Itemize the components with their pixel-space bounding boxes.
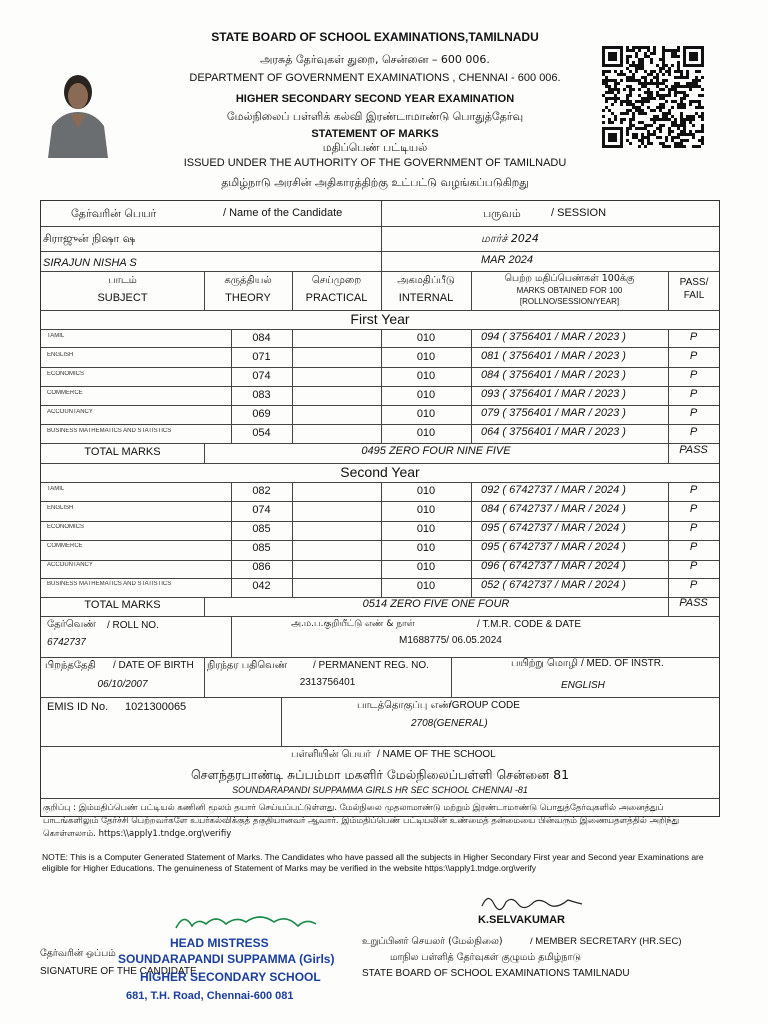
roll-number: 6742737	[47, 637, 86, 648]
internal-mark: 010	[416, 485, 436, 497]
theory-mark: 074	[252, 504, 271, 516]
pass-fail: P	[689, 426, 698, 438]
marks-obtained: 084 ( 6742737 / MAR / 2024 )	[481, 503, 626, 515]
theory-mark: 071	[252, 351, 271, 363]
marks-obtained: 095 ( 6742737 / MAR / 2024 )	[481, 522, 626, 534]
col-practical: PRACTICAL	[305, 292, 368, 304]
internal-mark: 010	[416, 389, 436, 401]
theory-mark: 042	[252, 580, 271, 592]
col-internal: INTERNAL	[398, 292, 454, 304]
marks-obtained: 079 ( 3756401 / MAR / 2023 )	[481, 407, 626, 419]
col-subject: SUBJECT	[97, 292, 148, 304]
session-label-tamil: பருவம்	[483, 207, 521, 220]
candidate-signature-label: SIGNATURE OF THE CANDIDATE	[40, 966, 197, 977]
candidate-label: / Name of the Candidate	[223, 207, 343, 219]
subject-name: BUSINESS MATHEMATICS AND STATISTICS	[47, 428, 172, 434]
board-title: STATE BOARD OF SCHOOL EXAMINATIONS,TAMILNADU	[211, 30, 539, 44]
pass-fail: P	[689, 350, 698, 362]
marks-table	[40, 200, 720, 839]
perm-label: / PERMANENT REG. NO.	[313, 660, 429, 671]
candidate-photo	[42, 66, 114, 158]
group-label-tamil: பாடத்தொகுப்பு எண்	[357, 700, 452, 711]
theory-mark: 084	[252, 332, 271, 344]
medium-label-tamil: பயிற்று மொழி	[511, 658, 578, 669]
school-name-tamil: சௌந்தரபாண்டி சுப்பம்மா மகளிர் மேல்நிலைப்பள்ளி சென்னை 81	[190, 767, 570, 782]
theory-mark: 086	[252, 561, 271, 573]
theory-mark: 085	[252, 542, 271, 554]
pass-fail: P	[689, 579, 698, 591]
internal-mark: 010	[416, 561, 436, 573]
subject-name: ECONOMICS	[47, 371, 85, 377]
internal-mark: 010	[416, 542, 436, 554]
board-name: STATE BOARD OF SCHOOL EXAMINATIONS TAMILNADU	[362, 968, 630, 979]
roll-label-tamil: தேர்வெண்	[47, 619, 96, 630]
marks-obtained: 096 ( 6742737 / MAR / 2024 )	[481, 560, 626, 572]
theory-mark: 054	[252, 427, 271, 439]
pass-fail: P	[689, 484, 698, 496]
stamp-line-2: SOUNDARAPANDI SUPPAMMA (Girls)	[118, 952, 335, 966]
roll-label: / ROLL NO.	[107, 620, 159, 631]
col-practical-tamil: செய்முறை	[311, 275, 362, 286]
first-year-total-label: TOTAL MARKS	[84, 446, 161, 458]
theory-mark: 082	[252, 485, 271, 497]
pass-fail: P	[689, 369, 698, 381]
group-label: /GROUP CODE	[449, 700, 520, 711]
tmr-label: / T.M.R. CODE & DATE	[477, 619, 582, 630]
first-year-title: First Year	[350, 311, 410, 327]
department-title-tamil: அரசுத் தேர்வுகள் துறை, சென்னை – 600 006.	[260, 53, 490, 66]
col-theory: THEORY	[225, 292, 271, 304]
qr-code	[602, 46, 704, 148]
internal-mark: 010	[416, 427, 436, 439]
exam-title: HIGHER SECONDARY SECOND YEAR EXAMINATION	[235, 93, 515, 105]
pass-fail: P	[689, 522, 698, 534]
school-label-tamil: பள்ளியின் பெயர்	[291, 749, 371, 760]
board-name-tamil: மாநில பள்ளித் தேர்வுகள் குழுமம் தமிழ்நாடு	[390, 952, 581, 963]
marks-obtained: 092 ( 6742737 / MAR / 2024 )	[481, 484, 626, 496]
col-theory-tamil: கருத்தியல்	[224, 275, 272, 286]
stamp-line-1: HEAD MISTRESS	[170, 936, 269, 950]
col-marks: MARKS OBTAINED FOR 100	[516, 286, 623, 295]
emis-label: EMIS ID No.	[47, 701, 109, 713]
subject-name: ENGLISH	[47, 352, 74, 358]
marks-obtained: 081 ( 3756401 / MAR / 2023 )	[481, 350, 626, 362]
school-name: SOUNDARAPANDI SUPPAMMA GIRLS HR SEC SCHOOL CHENNAI -81	[232, 785, 528, 795]
issued-authority: ISSUED UNDER THE AUTHORITY OF THE GOVERNMENT OF TAMILNADU	[183, 157, 567, 169]
issued-authority-tamil: தமிழ்நாடு அரசின் அதிகாரத்திற்கு உட்பட்டு வழங்கப்படுகிறது	[221, 176, 529, 189]
group-code: 2708(GENERAL)	[411, 718, 488, 729]
internal-mark: 010	[416, 351, 436, 363]
secretary-title: / MEMBER SECRETARY (HR.SEC)	[530, 936, 682, 947]
school-label: / NAME OF THE SCHOOL	[377, 749, 496, 760]
subject-name: ECONOMICS	[47, 524, 85, 530]
subject-name: COMMERCE	[47, 390, 83, 396]
session-tamil: மார்ச் 2024	[481, 232, 539, 245]
pass-fail: P	[689, 541, 698, 553]
secretary-signature	[478, 890, 588, 912]
col-marks-tamil: பெற்ற மதிப்பெண்கள் 100க்கு	[504, 273, 635, 284]
secretary-name: K.SELVAKUMAR	[478, 914, 565, 926]
pass-fail: P	[689, 560, 698, 572]
session-label: / SESSION	[551, 207, 607, 219]
medium-label: / MED. OF INSTR.	[581, 658, 664, 669]
subject-name: TAMIL	[47, 486, 65, 492]
dob-label-tamil: பிறந்ததேதி	[45, 660, 96, 671]
exam-title-tamil: மேல்நிலைப் பள்ளிக் கல்வி இரண்டாமாண்டு பொதுத்தேர்வு	[226, 110, 524, 123]
internal-mark: 010	[416, 332, 436, 344]
col-subject-tamil: பாடம்	[108, 275, 137, 286]
marks-obtained: 064 ( 3756401 / MAR / 2023 )	[481, 426, 626, 438]
session: MAR 2024	[481, 254, 533, 266]
statement-title-tamil: மதிப்பெண் பட்டியல்	[322, 141, 428, 154]
date-of-birth: 06/10/2007	[97, 679, 148, 690]
first-year-result: PASS	[679, 444, 708, 456]
note-tamil: குறிப்பு : இம்மதிப்பெண் பட்டியல் கணினி மூலம் தயார் செய்யப்பட்டுள்ளது. மேல்நிலை முதலாமாண்டு மற்றும் இரண்டாமாண்டு பொதுத்தேர்வுகளில் அனைத்துப் பாடங்களிலும் தேர்ச்சி பெற்றவர்களே உயர்கல்விக்குத் தகுதியானவர் ஆவார். இம்மதிப்பெண் பட்டியலின் உண்மைத் தன்மையை பின்வரும் இணையதளத்தில் அறிந்து கொள்ளலாம். https:\\apply1.tndge.org\verifiy	[43, 803, 680, 839]
second-year-total: 0514 ZERO FIVE ONE FOUR	[362, 598, 510, 610]
dob-label: / DATE OF BIRTH	[113, 660, 194, 671]
internal-mark: 010	[416, 580, 436, 592]
subject-name: TAMIL	[47, 333, 65, 339]
marks-obtained: 084 ( 3756401 / MAR / 2023 )	[481, 369, 626, 381]
emis-id: 1021300065	[125, 701, 187, 713]
marks-obtained: 093 ( 3756401 / MAR / 2023 )	[481, 388, 626, 400]
pass-fail: P	[689, 388, 698, 400]
subject-name: ACCOUNTANCY	[47, 562, 93, 568]
statement-title: STATEMENT OF MARKS	[311, 128, 439, 140]
medium-of-instruction: ENGLISH	[561, 680, 605, 691]
internal-mark: 010	[416, 370, 436, 382]
second-year-title: Second Year	[340, 464, 420, 480]
second-year-result: PASS	[679, 597, 708, 609]
col-internal-tamil: அகமதிப்பீடு	[397, 275, 455, 286]
pass-fail: P	[689, 331, 698, 343]
tmr-code: M1688775/ 06.05.2024	[399, 635, 502, 646]
tmr-label-tamil: அ.ம.ப.குறியீட்டு எண் & நாள்	[291, 619, 415, 629]
second-year-total-label: TOTAL MARKS	[84, 599, 161, 611]
theory-mark: 083	[252, 389, 271, 401]
marks-obtained: 095 ( 6742737 / MAR / 2024 )	[481, 541, 626, 553]
candidate-signature-label-tamil: தேர்வரின் ஒப்பம்	[40, 948, 116, 959]
note-english: NOTE: This is a Computer Generated Statement of Marks. The Candidates who have passed all the subjects in Higher Secondary First year and Second year Examinations are eligible for Higher Educations. The genuineness of Statement of Marks may be verified in the website https:\\apply1.tndge.org\verify	[42, 852, 704, 873]
stamp-line-3: HIGHER SECONDARY SCHOOL	[140, 970, 321, 984]
theory-mark: 074	[252, 370, 271, 382]
internal-mark: 010	[416, 523, 436, 535]
pass-fail: P	[689, 503, 698, 515]
head-mistress-signature	[170, 908, 320, 936]
subject-name: ENGLISH	[47, 505, 74, 511]
subject-name: COMMERCE	[47, 543, 83, 549]
candidate-name-tamil: சிராஜுன் நிஷா ஷ	[43, 232, 136, 245]
col-marks-sub: [ROLLNO/SESSION/YEAR]	[519, 297, 620, 306]
candidate-label-tamil: தேர்வரின் பெயர்	[71, 207, 157, 220]
department-title: DEPARTMENT OF GOVERNMENT EXAMINATIONS , CHENNAI - 600 006.	[189, 72, 561, 84]
col-passfail: PASS/ FAIL	[679, 277, 709, 301]
theory-mark: 069	[252, 408, 271, 420]
secretary-title-tamil: உறுப்பினர் செயலர் (மேல்நிலை)	[362, 936, 503, 947]
internal-mark: 010	[416, 504, 436, 516]
marks-obtained: 094 ( 3756401 / MAR / 2023 )	[481, 331, 626, 343]
theory-mark: 085	[252, 523, 271, 535]
marks-obtained: 052 ( 6742737 / MAR / 2024 )	[481, 579, 626, 591]
candidate-name: SIRAJUN NISHA S	[43, 257, 137, 269]
pass-fail: P	[689, 407, 698, 419]
subject-name: ACCOUNTANCY	[47, 409, 93, 415]
stamp-line-4: 681, T.H. Road, Chennai-600 081	[126, 990, 294, 1002]
subject-name: BUSINESS MATHEMATICS AND STATISTICS	[47, 581, 172, 587]
permanent-reg-no: 2313756401	[299, 677, 356, 688]
internal-mark: 010	[416, 408, 436, 420]
perm-label-tamil: நிரந்தர பதிவெண்	[207, 660, 288, 671]
first-year-total: 0495 ZERO FOUR NINE FIVE	[361, 445, 511, 457]
